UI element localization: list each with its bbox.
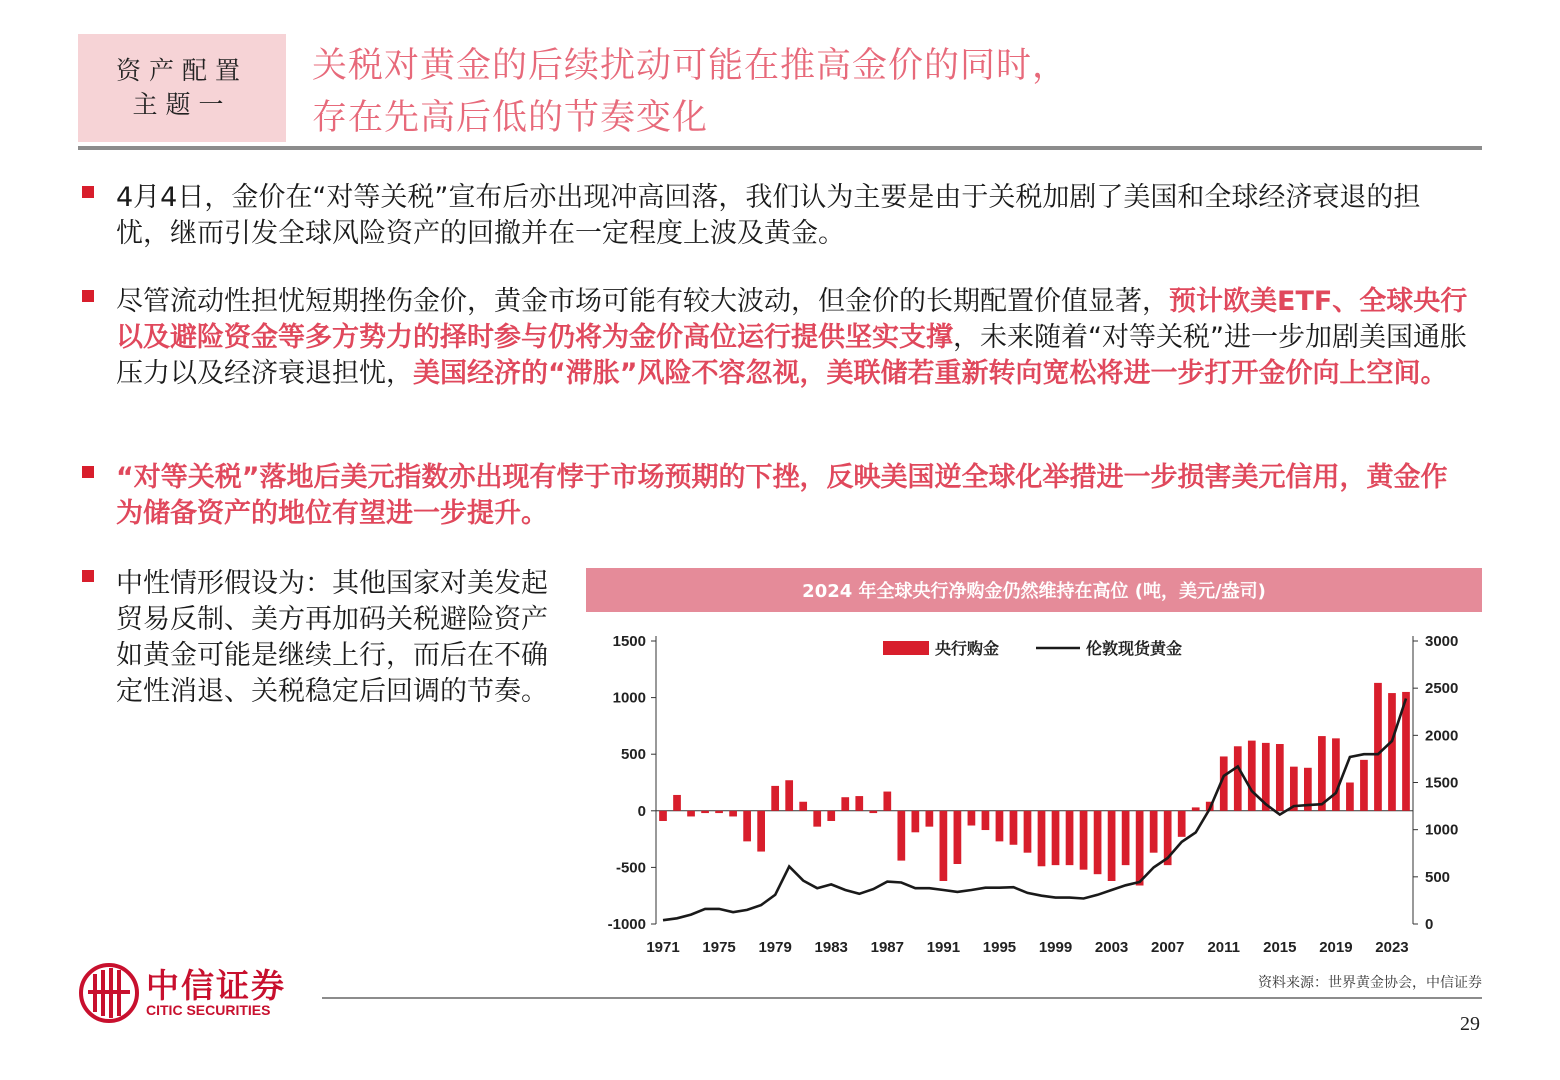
bar-central-bank-1983 [827,811,835,821]
bar-central-bank-2003 [1108,811,1116,881]
x-tick-label: 2007 [1150,939,1185,956]
bullet-marker [82,570,94,582]
bar-central-bank-2021 [1360,760,1368,811]
bar-central-bank-2001 [1080,811,1088,870]
bar-central-bank-2023 [1388,693,1396,811]
bar-central-bank-1996 [1010,811,1018,845]
source-note: 资料来源：世界黄金协会，中信证券 [1258,975,1482,991]
bar-central-bank-1988 [897,811,905,861]
right-tick-label: 0 [1425,916,1434,933]
bar-central-bank-2012 [1234,746,1242,811]
bar-central-bank-2019 [1332,738,1340,810]
bar-central-bank-2004 [1122,811,1130,865]
bar-central-bank-2009 [1192,807,1200,810]
bar-central-bank-1990 [926,811,934,827]
bar-central-bank-2018 [1318,736,1326,811]
chart-title: 2024 年全球央行净购金仍然维持在高位 (吨，美元/盎司) [586,568,1482,612]
bar-central-bank-2005 [1136,811,1144,886]
x-tick-label: 1995 [982,939,1017,956]
bar-central-bank-1987 [883,792,891,811]
bullet-3-text: “对等关税”落地后美元指数亦出现有悖于市场预期的下挫，反映美国逆全球化举措进一步损害美元信用，黄金作为储备资产的地位有望进一步提升。 [116,462,1448,529]
logo-text-en: CITIC SECURITIES [146,1002,271,1018]
citic-emblem-icon [78,962,140,1024]
gold-chart [586,614,1482,966]
bar-central-bank-1985 [855,796,863,811]
bullet-2-highlight1: 预计欧美ETF、全球央行以及避险资金等多方势力的择时参与仍将为金价高位运行提供坚实支撑 [116,286,1468,353]
bullet-marker [82,290,94,302]
header-tag [78,34,286,142]
x-tick-label: 2019 [1319,939,1353,956]
bar-central-bank-1972 [673,795,681,811]
page-title [312,40,1068,144]
bar-central-bank-1971 [659,811,667,821]
page-number: 29 [1460,1013,1480,1035]
bar-central-bank-1993 [968,811,976,826]
bar-central-bank-1995 [996,811,1004,842]
bar-central-bank-1992 [954,811,962,864]
x-tick-label: 2011 [1207,939,1241,956]
bullet-1-text: 4月4日，金价在“对等关税”宣布后亦出现冲高回落，我们认为主要是由于关税加剧了美国和全球经济衰退的担忧，继而引发全球风险资产的回撤并在一定程度上波及黄金。 [116,182,1421,249]
x-tick-label: 2023 [1375,939,1409,956]
legend-line-label: 伦敦现货黄金 [1086,639,1183,658]
bar-central-bank-2002 [1094,811,1102,874]
citic-logo [78,958,338,1028]
bullet-marker [82,186,94,198]
x-tick-label: 2015 [1263,939,1297,956]
bar-central-bank-1984 [841,797,849,811]
left-tick-label: 1000 [612,689,646,707]
bar-central-bank-1982 [813,811,821,827]
x-tick-label: 1999 [1038,939,1073,956]
bar-central-bank-2022 [1374,683,1382,811]
bullet-2-part1: 尽管流动性担忧短期挫伤金价，黄金市场可能有较大波动，但金价的长期配置价值显著， [116,286,1169,317]
x-tick-label: 1983 [814,939,848,956]
bar-central-bank-1986 [869,811,877,813]
bar-central-bank-1978 [757,811,765,852]
bullet-2-highlight2: 美国经济的“滞胀”风险不容忽视，美联储若重新转向宽松将进一步打开金价向上空间。 [413,358,1448,389]
right-tick-label: 1500 [1425,774,1459,792]
x-tick-label: 1991 [926,939,961,956]
logo-text-cn: 中信证券 [146,966,286,1005]
left-tick-label: -1000 [607,916,646,933]
bar-central-bank-2015 [1276,744,1284,811]
left-tick-label: 1500 [612,633,646,650]
x-tick-label: 1987 [870,939,904,956]
header-divider [78,146,1482,150]
bar-central-bank-1981 [799,802,807,811]
bar-central-bank-2016 [1290,767,1298,811]
bar-central-bank-1974 [701,811,709,813]
header-tag-line2: 主题一 [132,90,232,119]
bar-central-bank-1973 [687,811,695,817]
legend-bar-label: 央行购金 [935,639,1000,658]
bar-central-bank-2000 [1066,811,1074,865]
bar-central-bank-1979 [771,786,779,811]
bar-central-bank-1997 [1024,811,1032,853]
left-tick-label: 0 [637,802,646,820]
legend-bar-swatch [883,641,929,655]
bar-central-bank-1975 [715,811,723,813]
left-tick-label: 500 [620,746,646,764]
bar-central-bank-1989 [911,811,919,833]
bullet-2-part3: ，未来随着“对等关税”进一步加剧美国通胀压力以及经济衰退担忧， [116,322,1467,389]
bar-central-bank-1991 [940,811,948,881]
right-tick-label: 3000 [1425,633,1459,650]
x-tick-label: 1979 [758,939,792,956]
right-tick-label: 2000 [1425,727,1459,745]
bullet-marker [82,466,94,478]
bar-central-bank-1998 [1038,811,1046,866]
bar-central-bank-2013 [1248,741,1256,811]
bar-central-bank-1976 [729,811,737,817]
bar-central-bank-2008 [1178,811,1186,837]
page-title-line2: 存在先高后低的节奏变化 [312,98,709,138]
left-tick-label: -500 [615,859,646,877]
bar-central-bank-1980 [785,780,793,811]
right-tick-label: 500 [1425,868,1451,886]
bar-central-bank-1999 [1052,811,1060,865]
bar-central-bank-2006 [1150,811,1158,853]
bar-central-bank-1977 [743,811,751,842]
bar-central-bank-1994 [982,811,990,830]
bullet-4-text: 中性情形假设为：其他国家对美发起贸易反制、美方再加码关税避险资产如黄金可能是继续上行，而后在不确定性消退、关税稳定后回调的节奏。 [116,568,548,707]
bar-central-bank-2020 [1346,783,1354,811]
bullet-2-text [116,284,1472,392]
right-tick-label: 2500 [1425,680,1459,698]
x-tick-label: 2003 [1094,939,1129,956]
x-tick-label: 1975 [702,939,736,956]
footer-divider [322,997,1482,999]
right-tick-label: 1000 [1425,821,1459,839]
x-tick-label: 1971 [646,939,680,956]
header-tag-line1: 资产配置 [115,56,248,85]
page-title-line1: 关税对黄金的后续扰动可能在推高金价的同时， [312,46,1069,86]
